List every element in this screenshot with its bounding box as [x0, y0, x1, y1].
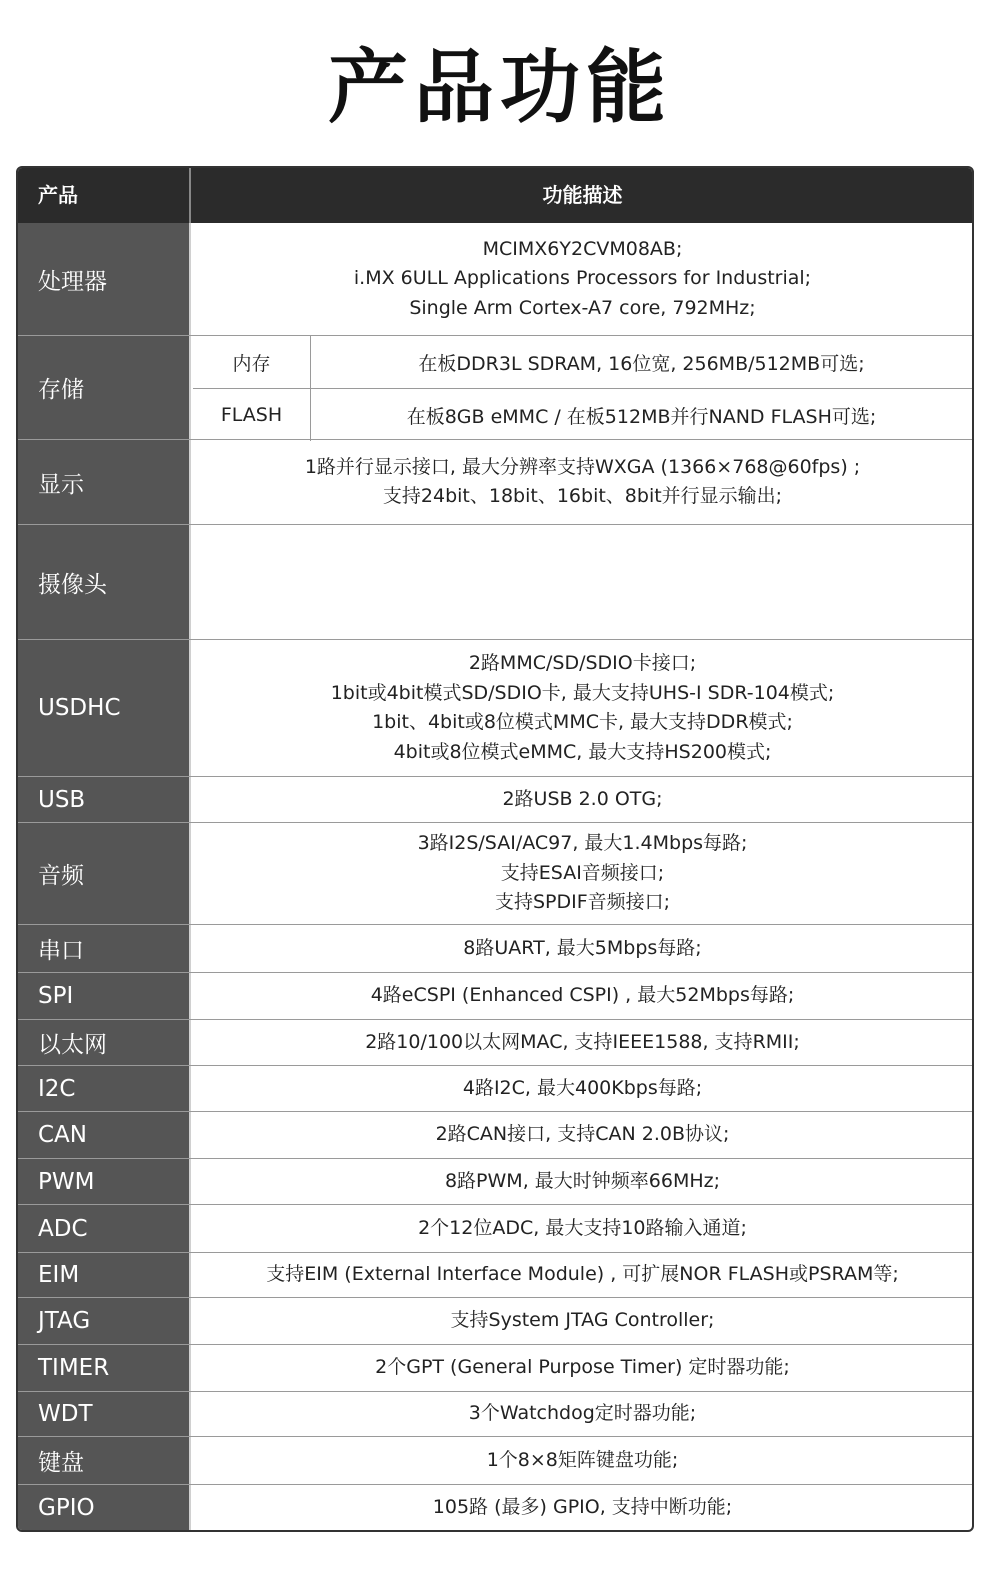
table-row	[18, 1158, 972, 1204]
desc-line: 8路PWM, 最大时钟频率66MHz;	[444, 1169, 721, 1192]
row-desc-camera	[193, 525, 972, 639]
table-row	[18, 1484, 972, 1530]
row-label-gpio: GPIO	[18, 1485, 191, 1530]
desc-line: 2路USB 2.0 OTG;	[502, 787, 663, 810]
desc-line: 105路 (最多) GPIO, 支持中断功能;	[432, 1495, 733, 1518]
table-row	[18, 639, 972, 776]
desc-line: 1bit、4bit或8位模式MMC卡, 最大支持DDR模式;	[372, 711, 793, 733]
row-desc-i2c	[193, 1066, 972, 1111]
table-row	[18, 335, 972, 439]
row-desc-eim	[193, 1253, 972, 1297]
row-label-adc: ADC	[18, 1205, 191, 1252]
row-desc-keypad	[193, 1437, 972, 1484]
desc-line: 3路I2S/SAI/AC97, 最大1.4Mbps每路;	[417, 832, 748, 855]
header-description: 功能描述	[542, 183, 623, 207]
desc-line: 2路10/100以太网MAC, 支持IEEE1588, 支持RMII;	[365, 1030, 800, 1053]
row-label-audio: 音频	[18, 823, 191, 924]
desc-line: 1路并行显示接口, 最大分辨率支持WXGA (1366×768@60fps) ;	[304, 455, 861, 478]
row-desc-usdhc	[193, 640, 972, 776]
desc-line: Single Arm Cortex-A7 core, 792MHz;	[409, 296, 756, 319]
table-row	[18, 223, 972, 335]
row-label-usb: USB	[18, 777, 191, 822]
row-label-can: CAN	[18, 1112, 191, 1158]
row-desc-adc	[193, 1205, 972, 1252]
row-label-jtag: JTAG	[18, 1298, 191, 1344]
desc-line: i.MX 6ULL Applications Processors for Industrial;	[353, 267, 812, 290]
row-desc-wdt	[193, 1392, 972, 1436]
table-row	[18, 524, 972, 639]
row-label-ethernet: 以太网	[18, 1020, 191, 1065]
header-product: 产品	[18, 168, 191, 223]
sub-label-memory: 内存	[193, 336, 311, 388]
desc-line: 1bit或4bit模式SD/SDIO卡, 最大支持UHS-I SDR-104模式;	[330, 681, 835, 704]
row-label-uart: 串口	[18, 925, 191, 972]
row-label-pwm: PWM	[18, 1159, 191, 1204]
page-title: 产品功能	[328, 41, 672, 134]
desc-line: 8路UART, 最大5Mbps每路;	[463, 936, 702, 959]
table-row	[18, 1019, 972, 1065]
desc-line: 2个GPT (General Purpose Timer) 定时器功能;	[375, 1356, 790, 1379]
row-desc-display	[193, 440, 972, 524]
desc-line: 支持EIM (External Interface Module) , 可扩展NOR FLASH或PSRAM等;	[266, 1263, 899, 1286]
table-row	[18, 822, 972, 924]
table-row	[18, 1065, 972, 1111]
row-label-processor: 处理器	[18, 223, 191, 335]
table-row	[18, 924, 972, 972]
row-label-timer: TIMER	[18, 1345, 191, 1391]
table-header	[18, 168, 972, 223]
desc-line: 支持24bit、18bit、16bit、8bit并行显示输出;	[382, 485, 783, 507]
spec-table	[16, 166, 974, 1532]
table-row	[18, 1297, 972, 1344]
row-label-wdt: WDT	[18, 1392, 191, 1436]
desc-line: 2路MMC/SD/SDIO卡接口;	[468, 652, 697, 674]
row-label-usdhc: USDHC	[18, 640, 191, 776]
row-desc-timer	[193, 1345, 972, 1391]
row-label-camera: 摄像头	[18, 525, 191, 639]
desc-line: 支持SPDIF音频接口;	[494, 891, 671, 914]
row-label-i2c: I2C	[18, 1066, 191, 1111]
row-desc-jtag	[193, 1298, 972, 1344]
desc-line: MCIMX6Y2CVM08AB;	[482, 237, 683, 260]
desc-line: 1个8×8矩阵键盘功能;	[486, 1448, 679, 1471]
desc-line: 3个Watchdog定时器功能;	[468, 1402, 697, 1425]
desc-line: 2个12位ADC, 最大支持10路输入通道;	[418, 1216, 747, 1239]
row-label-storage: 存储	[18, 336, 191, 439]
table-row	[18, 1252, 972, 1297]
row-desc-usb	[193, 777, 972, 822]
row-desc-processor	[193, 223, 972, 335]
row-desc-can	[193, 1112, 972, 1158]
table-row	[18, 439, 972, 524]
sub-desc-memory: 在板DDR3L SDRAM, 16位宽, 256MB/512MB可选;	[418, 352, 865, 375]
row-label-keypad: 键盘	[18, 1437, 191, 1484]
row-desc-audio	[193, 823, 972, 924]
desc-line: 4路eCSPI (Enhanced CSPI) , 最大52Mbps每路;	[370, 984, 795, 1007]
desc-line: 2路CAN接口, 支持CAN 2.0B协议;	[435, 1123, 730, 1146]
storage-sub-row-memory	[193, 336, 972, 388]
row-label-eim: EIM	[18, 1253, 191, 1297]
row-label-spi: SPI	[18, 973, 191, 1019]
table-row	[18, 776, 972, 822]
table-row	[18, 1436, 972, 1484]
desc-line: 支持System JTAG Controller;	[450, 1309, 715, 1332]
row-desc-spi	[193, 973, 972, 1019]
table-row	[18, 1391, 972, 1436]
table-row	[18, 1204, 972, 1252]
table-row	[18, 1344, 972, 1391]
row-desc-uart	[193, 925, 972, 972]
table-row	[18, 972, 972, 1019]
row-desc-pwm	[193, 1159, 972, 1204]
row-label-display: 显示	[18, 440, 191, 524]
sub-label-flash: FLASH	[193, 389, 311, 441]
desc-line: 支持ESAI音频接口;	[500, 861, 665, 884]
sub-desc-flash: 在板8GB eMMC / 在板512MB并行NAND FLASH可选;	[406, 405, 877, 428]
storage-sub-row-flash	[193, 388, 972, 441]
row-desc-gpio	[193, 1485, 972, 1530]
desc-line: 4bit或8位模式eMMC, 最大支持HS200模式;	[393, 740, 772, 763]
table-row	[18, 1111, 972, 1158]
desc-line: 4路I2C, 最大400Kbps每路;	[462, 1076, 703, 1099]
row-desc-ethernet	[193, 1020, 972, 1065]
